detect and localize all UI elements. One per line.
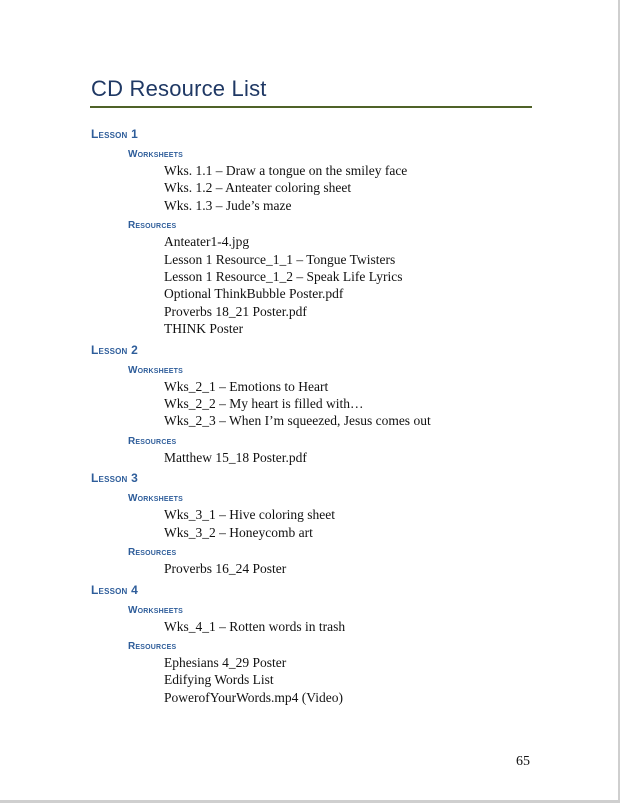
lesson-1-worksheet-item: Wks. 1.1 – Draw a tongue on the smiley face [164, 163, 408, 178]
lesson-2-resources-heading: Resources [128, 435, 177, 447]
lesson-3-worksheet-item: Wks_3_2 – Honeycomb art [164, 524, 313, 540]
lesson-3-resources-heading: Resources [128, 547, 177, 559]
lesson-3-heading: Lesson 3 [91, 471, 138, 486]
page-title: CD Resource List [91, 76, 267, 101]
lesson-3-worksheets-heading: Worksheets [128, 493, 184, 505]
lesson-1-resource-item: Proverbs 18_21 Poster.pdf [164, 303, 307, 319]
lesson-3-resource-item: Proverbs 16_24 Poster [164, 561, 287, 577]
lesson-1-resource-item: Lesson 1 Resource_1_1 – Tongue Twisters [164, 251, 396, 267]
lesson-4-heading: Lesson 4 [91, 582, 138, 597]
lesson-1-worksheet-item: Wks. 1.3 – Jude’s maze [164, 197, 292, 213]
lesson-4-resource-item: Edifying Words List [164, 672, 274, 688]
lesson-2-worksheet-item: Wks_2_1 – Emotions to Heart [164, 378, 329, 394]
lesson-4-section [0, 582, 620, 707]
lesson-2-resource-item: Matthew 15_18 Poster.pdf [164, 449, 307, 465]
lesson-2-worksheets-heading: Worksheets [128, 364, 184, 376]
lesson-2-worksheet-item: Wks_2_2 – My heart is filled with… [164, 396, 364, 412]
lesson-1-resource-item: Lesson 1 Resource_1_2 – Speak Life Lyrics [164, 269, 403, 285]
lesson-2-heading: Lesson 2 [91, 342, 138, 357]
lesson-1-resource-item: Optional ThinkBubble Poster.pdf [164, 286, 344, 302]
lesson-3-worksheet-item: Wks_3_1 – Hive coloring sheet [164, 507, 335, 523]
lesson-4-resource-item: Ephesians 4_29 Poster [164, 654, 287, 670]
lesson-1-section [0, 126, 620, 338]
lesson-4-worksheets-heading: Worksheets [128, 604, 184, 616]
lesson-4-worksheet-item: Wks_4_1 – Rotten words in trash [164, 618, 346, 634]
lesson-3-section [0, 470, 620, 577]
lesson-1-resources-heading: Resources [128, 220, 177, 232]
lesson-1-heading: Lesson 1 [91, 127, 138, 141]
lesson-1-worksheet-item: Wks. 1.2 – Anteater coloring sheet [164, 180, 352, 196]
lesson-2-section [0, 342, 620, 467]
title-underline [90, 106, 532, 108]
lesson-4-resource-item: PowerofYourWords.mp4 (Video) [164, 689, 343, 705]
resource-list [0, 126, 620, 706]
page-number: 65 [516, 754, 530, 769]
lesson-1-worksheets-heading: Worksheets [128, 149, 184, 160]
lesson-4-resources-heading: Resources [128, 640, 177, 652]
lesson-2-worksheet-item: Wks_2_3 – When I’m squeezed, Jesus comes out [164, 413, 431, 429]
lesson-1-resource-item: THINK Poster [164, 321, 244, 337]
lesson-1-resource-item: Anteater1-4.jpg [164, 234, 250, 250]
